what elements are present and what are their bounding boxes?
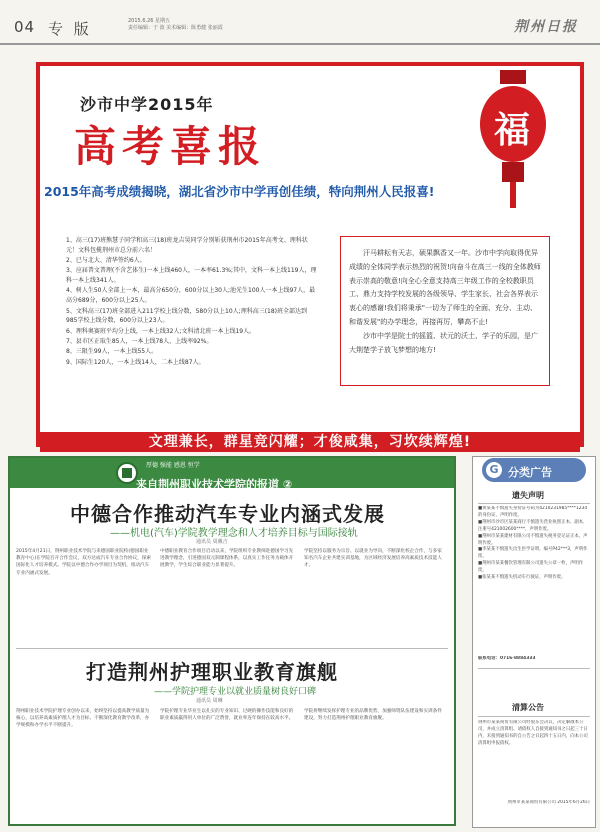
- ad-main-title: 高考喜报: [74, 122, 267, 171]
- masthead-rule: [0, 43, 600, 45]
- college-motto: 厚德 强能 感恩 恒学: [146, 462, 200, 469]
- result-item: 2、已与北大、清华签约6人。: [66, 257, 146, 265]
- page-number: 04: [14, 18, 36, 36]
- results-list: [66, 236, 318, 368]
- result-item: 3、应届普文普理(不含艺体生)一本上线460人，一本率61.3%;其中，文科一本上线119人，理科一本上线341人。: [66, 267, 317, 285]
- article1-column: [16, 548, 152, 644]
- article2-byline: 通讯员 周琳: [196, 698, 223, 704]
- college-logo-mark: [122, 468, 132, 478]
- section-rule: [478, 668, 590, 669]
- liquidation-notice-title: 清算公告: [512, 703, 544, 712]
- article2-column: [160, 708, 296, 820]
- classified-title: 分类广告: [508, 466, 552, 479]
- article2-column: [16, 708, 152, 820]
- liquidation-notice-body: 荆州市某某商贸有限公司经股东会决议，决定解散本公司，并成立清算组。请债权人自接到通知书之日起三十日内，未接到通知书的自公告之日起四十五日内，向本公司清算组申报债权。: [478, 720, 588, 746]
- article1-paragraph: 学院坚持以服务为宗旨、以就业为导向，不断深化校企合作，与多家知名汽车企业共建实训基地，为区域经济发展培养高素质技术技能人才。: [304, 549, 442, 569]
- result-item: 5、文科高三(17)班全部进入211学校上线分数，580分以上10人;理科高三(18)班全部达到985学校上线分数，600分以上23人。: [66, 307, 308, 325]
- page-meta: [128, 18, 223, 32]
- lantern-cap: [500, 70, 526, 84]
- result-item: 9、国际生120人，一本上线14人，二本上线87人。: [66, 358, 205, 366]
- lost-notice-item: ■李某某不慎遗失出生医学证明，编号P42***3，声明作废。: [478, 547, 588, 560]
- ad-slogan-banner: 文理兼长，群星竞闪耀；才俊咸集，习坎续辉煌!: [40, 432, 580, 452]
- lost-notice-list: [478, 506, 590, 652]
- lantern-tassel: [510, 182, 516, 208]
- page-label: 专 版: [48, 20, 92, 38]
- congratulation-message: [340, 236, 550, 386]
- result-item: 7、县市区正取生85人，一本上线78人，上线率92%。: [66, 337, 213, 345]
- liquidation-notice-signature: 荆州市某某商贸有限公司 2015年6月26日: [507, 800, 590, 805]
- article-divider: [16, 648, 448, 649]
- article1-paragraph: 中德职业教育合作项目启动以来，学院组织专业教师赴德国学习先进教学理念，引进德国双元制课程体系，以真实工作任务为载体开展教学，学生综合职业能力显著提升。: [160, 549, 294, 569]
- ad-school-year: 沙市中学2015年: [80, 95, 214, 114]
- article1-byline: 通讯员 周戴吉: [196, 539, 228, 545]
- message-paragraph: 沙市中学是院士的摇篮、状元的沃土、学子的乐园，是广大荆楚学子放飞梦想的地方!: [349, 331, 538, 354]
- article2-column: [304, 708, 444, 820]
- classified-hotline: 联系电话：0716-8884333: [478, 656, 536, 661]
- article2-title[interactable]: 打造荆州护理职业教育旗舰: [86, 660, 338, 684]
- lost-notice-item: ■荆州市沙市区某某商行不慎遗失营业执照正本、副本，注册号421002600****，声明作废。: [478, 519, 588, 532]
- article2-paragraph: 学院将继续发挥护理专业的品牌优势，加强师资队伍建设和实训条件建设，努力打造荆州护理职业教育旗舰。: [304, 709, 442, 722]
- lantern-character: 福: [494, 110, 531, 151]
- article2-paragraph: 荆州职业技术学院护理专业创办以来，始终坚持以提高教学质量为核心，以培养高素质护理人才为目标，不断深化教育教学改革，办学规模和办学水平不断提升。: [16, 709, 150, 729]
- lost-notice-item: ■张某某不慎遗失机动车行驶证，声明作废。: [478, 575, 566, 581]
- article1-column: [304, 548, 444, 644]
- issue-date: 2015.6.26 星期五: [128, 18, 171, 24]
- newspaper-logo: 荆州日报: [514, 19, 578, 35]
- result-item: 1、高三(17)班熊慧子同学和高三(18)班龙吉昊同学分别斩获荆州市2015年高考文、理科状元！文科包揽荆州市总分前六名！: [66, 237, 308, 254]
- result-item: 6、理科奥赛班平均分上线，一本上线32人;文科清北班一本上线19人。: [66, 327, 256, 335]
- classified-g-icon: G: [486, 462, 502, 478]
- lost-notice-item: ■黄某某不慎遗失身份证号码为4210231985****1234的身份证，声明作废。: [478, 506, 588, 518]
- article2-subtitle: ——学院护理专业以就业质量树良好口碑: [154, 687, 317, 697]
- article1-subtitle: ——机电(汽车)学院教学理念和人才培养目标与国际接轨: [110, 528, 358, 539]
- lost-notice-item: ■荆州市某某建材有限公司不慎遗失税务登记证正本，声明作废。: [478, 533, 588, 546]
- editor-credits: 责任编辑：于 波 美术编辑：陈勇健 张丽霞: [128, 25, 223, 31]
- lantern-base: [502, 162, 524, 182]
- article2-paragraph: 学院护理专业毕业生以扎实的专业知识、过硬的操作技能和良好的职业素质赢得用人单位的广泛赞誉，就业率连年保持在较高水平。: [160, 709, 294, 722]
- section-rule: [478, 503, 590, 504]
- article1-column: [160, 548, 296, 644]
- message-paragraph: 汗马耕耘有天志，硕果飘香又一年。沙市中学向取得优异成绩的全体同学表示热烈的祝贺!向奋斗在高三一线的全体教师表示崇高的敬意!向全心全意支持高三年级工作的全校教职员工、鼎力支持学校发展的各级领导、学生家长、社会各界表示衷心的感谢!我们将秉承"一切为了师生的全面、充分、主动、和谐发展"的办学理念，再接再厉，攀高不止!: [349, 249, 541, 326]
- lost-notice-item: ■荆州市某某餐饮管理有限公司遗失公章一枚，声明作废。: [478, 561, 584, 574]
- lost-notice-title: 遗失声明: [512, 491, 544, 500]
- article1-title[interactable]: 中德合作推动汽车专业内涵式发展: [70, 502, 385, 526]
- result-item: 8、三限生99人，一本上线55人。: [66, 348, 158, 356]
- result-item: 4、树人生50人全部上一本，最高分650分，600分以上30人;池光生100人一本上线97人，最高分689分，600分以上25人。: [66, 287, 316, 305]
- ad-headline: 2015年高考成绩揭晓，湖北省沙市中学再创佳绩，特向荆州人民报喜!: [44, 184, 435, 199]
- section-rule: [478, 716, 590, 717]
- series-title: 来自荆州职业技术学院的报道 ②: [136, 478, 293, 491]
- article1-paragraph: 2015年4月21日，荆州职业技术学院与来德国职业院校(德国职业教育中心)在学院召开合作会议，双方达成汽车专业合作协议，探索国际化人才培养模式。学院以中德合作办学项目为契机，推动汽车专业内涵式发展。: [16, 549, 152, 576]
